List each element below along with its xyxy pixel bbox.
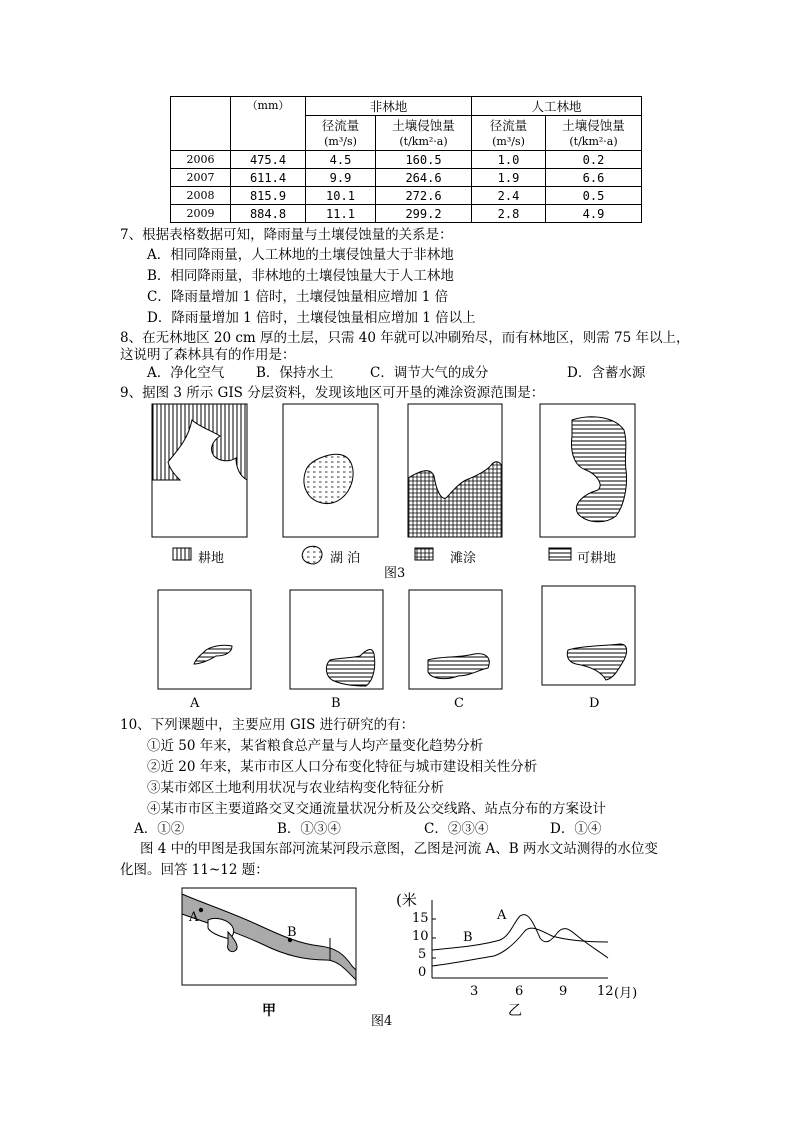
legend-farmland-swatch xyxy=(173,548,191,560)
legend-tidal-label: 滩涂 xyxy=(450,551,477,566)
x-tick-6: 6 xyxy=(515,984,524,999)
label-yi: 乙 xyxy=(508,1003,522,1019)
group-nonforest-header: 非林地 xyxy=(306,97,472,116)
label-jia: 甲 xyxy=(262,1003,276,1019)
q10-option-a: A．①② xyxy=(134,821,185,837)
station-a-dot xyxy=(199,908,203,912)
map-point-b: B xyxy=(287,925,297,940)
q10-option-c: C．②③④ xyxy=(424,821,489,837)
q8-option-a: A．净化空气 xyxy=(147,365,225,381)
y-tick-10: 10 xyxy=(412,929,429,944)
water-level-chart xyxy=(432,900,608,978)
rain-unit-header: （mm） xyxy=(231,97,306,151)
figure3-caption: 图3 xyxy=(384,566,406,581)
x-tick-3: 3 xyxy=(470,984,479,999)
option-c-label: C xyxy=(454,696,464,711)
q10-stem: 10、下列课题中，主要应用 GIS 进行研究的有： xyxy=(120,717,415,733)
figure4-caption: 图4 xyxy=(371,1014,393,1029)
option-a-box xyxy=(158,590,251,689)
legend-arable-label: 可耕地 xyxy=(577,551,617,566)
y-tick-5: 5 xyxy=(418,947,427,962)
q10-item-4: ④某市市区主要道路交叉交通流量状况分析及公交线路、站点分布的方案设计 xyxy=(147,801,606,817)
legend-lake-label: 湖 泊 xyxy=(330,551,361,566)
x-tick-12: 12 xyxy=(597,984,614,999)
x-tick-9: 9 xyxy=(559,984,568,999)
q8-stem-line2: 这说明了森林具有的作用是： xyxy=(120,347,296,363)
legend-farmland-label: 耕地 xyxy=(198,551,225,566)
option-a-label: A xyxy=(190,696,200,711)
y-tick-15: 15 xyxy=(412,911,429,926)
q10-option-b: B．①③④ xyxy=(277,821,341,837)
q9-stem: 9、据图 3 所示 GIS 分层资料，发现该地区可开垦的滩涂资源范围是： xyxy=(120,385,545,401)
option-b-label: B xyxy=(331,696,341,711)
legend-arable-swatch xyxy=(549,548,571,560)
q7-option-c: C．降雨量增加 1 倍时，土壤侵蚀量相应增加 1 倍 xyxy=(147,289,449,305)
layer-arable-box xyxy=(540,404,635,537)
table-row: 2008 815.9 10.1 272.6 2.4 0.5 xyxy=(171,187,642,205)
q10-item-2: ②近 20 年来，某市市区人口分布变化特征与城市建设相关性分析 xyxy=(147,759,538,775)
q7-option-d: D．降雨量增加 1 倍时，土壤侵蚀量相应增加 1 倍以上 xyxy=(147,310,476,326)
layer-farmland-box xyxy=(152,404,247,537)
intro-line1: 图 4 中的甲图是我国东部河流某河段示意图，乙图是河流 A、B 两水文站测得的水位变 xyxy=(140,841,658,857)
q8-option-c: C．调节大气的成分 xyxy=(370,365,489,381)
group-forest-header: 人工林地 xyxy=(472,97,642,116)
legend-lake-swatch xyxy=(302,546,322,564)
x-unit-label: (月) xyxy=(614,986,638,1001)
q7-option-a: A．相同降雨量，人工林地的土壤侵蚀量大于非林地 xyxy=(147,247,454,263)
q7-option-b: B．相同降雨量，非林地的土壤侵蚀量大于人工林地 xyxy=(147,268,454,284)
option-d-label: D xyxy=(589,696,600,711)
col-erosion-2: 土壤侵蚀量 (t/km²·a) xyxy=(546,116,642,151)
col-runoff-2: 径流量 (m³/s) xyxy=(472,116,546,151)
col-erosion-1: 土壤侵蚀量 (t/km²·a) xyxy=(376,116,472,151)
table-row: 2006 475.4 4.5 160.5 1.0 0.2 xyxy=(171,151,642,169)
q10-option-d: D．①④ xyxy=(550,821,602,837)
col-runoff-1: 径流量 (m³/s) xyxy=(306,116,376,151)
option-d-box xyxy=(542,586,635,685)
q10-item-1: ①近 50 年来，某省粮食总产量与人均产量变化趋势分析 xyxy=(147,738,484,754)
chart-label-b: B xyxy=(463,930,473,945)
table-row: 2007 611.4 9.9 264.6 1.9 6.6 xyxy=(171,169,642,187)
layer-lake-box xyxy=(283,404,378,537)
q8-option-d: D．含蓄水源 xyxy=(567,365,646,381)
q7-stem: 7、根据表格数据可知，降雨量与土壤侵蚀量的关系是： xyxy=(120,227,453,243)
y-tick-0: 0 xyxy=(418,965,427,980)
q8-option-b: B．保持水土 xyxy=(256,365,334,381)
q8-stem-line1: 8、在无林地区 20 cm 厚的土层，只需 40 年就可以冲刷殆尽，而有林地区，则需 75 年以上， xyxy=(120,330,690,346)
map-point-a: A xyxy=(189,910,199,925)
option-c-box xyxy=(409,590,502,689)
legend-tidal-swatch xyxy=(415,548,433,560)
table-row: 2009 884.8 11.1 299.2 2.8 4.9 xyxy=(171,205,642,223)
q10-item-3: ③某市郊区土地利用状况与农业结构变化特征分析 xyxy=(147,780,444,796)
chart-label-a: A xyxy=(497,908,507,923)
intro-line2: 化图。回答 11~12 题： xyxy=(120,862,269,878)
option-b-box xyxy=(290,590,383,689)
river-map xyxy=(182,888,356,985)
y-unit-label: (米 xyxy=(396,891,417,909)
layer-tidal-box xyxy=(408,404,502,537)
